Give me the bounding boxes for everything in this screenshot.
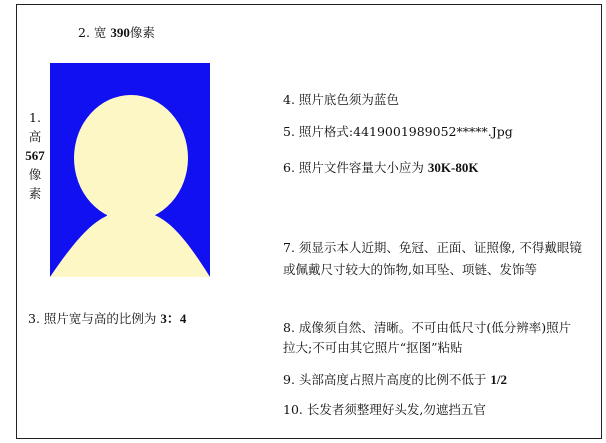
requirement-item	[283, 372, 507, 388]
file-size-range: 30K-80K	[427, 160, 479, 175]
requirement-item	[283, 92, 399, 108]
requirement-text: 5. 照片格式:4419001989052*****.Jpg	[283, 124, 513, 139]
height-label	[22, 108, 48, 203]
requirement-item	[283, 237, 583, 281]
ratio-label-text: 3. 照片宽与高的比例为	[28, 311, 161, 326]
sample-portrait-photo	[50, 63, 210, 277]
height-label-char: 像	[28, 167, 42, 182]
height-value: 567	[25, 148, 45, 163]
requirement-text: 10. 长发者须整理好头发,勿遮挡五官	[283, 402, 486, 417]
requirement-text: 8. 成像须自然、清晰。不可由低尺寸(低分辨率)照片拉大;不可由其它照片“抠图”粘贴	[283, 320, 572, 355]
requirement-item	[283, 124, 513, 140]
width-label	[78, 25, 155, 41]
requirement-item	[283, 160, 478, 176]
ratio-label	[28, 311, 186, 327]
requirement-item	[283, 318, 583, 358]
width-label-suffix: 像素	[129, 25, 155, 40]
ratio-value: 3：4	[160, 311, 187, 326]
height-label-char: 素	[28, 186, 42, 201]
height-label-number: 1.	[29, 110, 41, 125]
requirement-item	[283, 402, 486, 418]
requirement-text: 7. 须显示本人近期、免冠、正面、证照像, 不得戴眼镜或佩戴尺寸较大的饰物,如耳坠、项链、发饰等	[283, 240, 582, 277]
width-label-prefix: 2. 宽	[78, 25, 111, 40]
height-label-char: 高	[28, 129, 42, 144]
requirement-text: 6. 照片文件容量大小应为	[283, 160, 428, 175]
requirement-text: 9. 头部高度占照片高度的比例不低于	[283, 372, 491, 387]
requirement-text: 4. 照片底色须为蓝色	[283, 92, 399, 107]
head-ratio-value: 1/2	[490, 372, 507, 387]
width-value: 390	[110, 25, 130, 40]
